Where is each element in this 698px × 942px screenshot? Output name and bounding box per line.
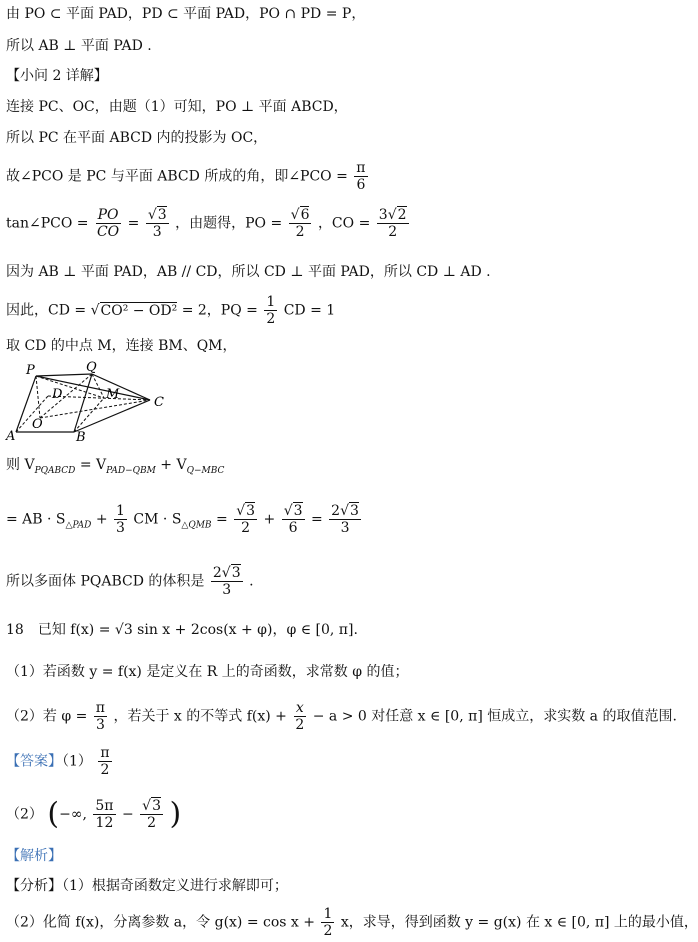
answer-line: （2） (−∞, $\frac{5\pi}{12}$ − $\frac{√3}{2}$ ) <box>6 796 182 832</box>
fraction: $\frac{5\pi}{12}$ <box>95 798 114 831</box>
analysis-line: 【分析】（1）根据奇函数定义进行求解即可； <box>6 878 288 894</box>
fraction: $\frac{1}{2}$ <box>323 906 333 939</box>
answer-line: 【答案】（1） $\frac{\pi}{2}$ <box>6 745 110 778</box>
text-line: 取 CD 的中点 M，连接 BM、QM， <box>6 338 237 354</box>
fraction: $\frac{1}{3}$ <box>116 503 125 536</box>
fraction: $\frac{x}{2}$ <box>295 700 305 733</box>
text-line: = AB · $S_{\triangle PAD}$ + $\frac{1}{3}$ CM · $S_{\triangle QMB}$ = $\frac{√3}{2}$ + $\frac{√3}{6}$ = $\frac{2√3}{3}$ <box>6 503 359 536</box>
text-line: 因此，CD = √CO² − OD² = 2，PQ = $\frac{1}{2}$ CD = 1 <box>6 294 336 327</box>
sub-question: （2）若 φ = $\frac{\pi}{3}$ ，若关于 x 的不等式 f(x) + $\frac{x}{2}$ − a > 0 对任意 x ∈ [0, π] 恒成立，求实数 a 的取值范围. <box>6 700 677 733</box>
section-heading: 【小问 2 详解】 <box>6 68 108 84</box>
question-stem: 18 已知 f(x) = √3 sin x + 2cos(x + φ)，φ ∈ [0, π]. <box>6 622 358 638</box>
sub-question: （1）若函数 y = f(x) 是定义在 R 上的奇函数，求常数 φ 的值； <box>6 664 409 680</box>
text-line: 则 $V_{PQABCD} = V_{PAD-QBM} + V_{Q-MBC}$ <box>6 457 225 476</box>
fraction: $\frac{\pi}{6}$ <box>356 160 366 193</box>
analysis-heading: 【解析】 <box>6 848 62 864</box>
fraction: $\frac{\pi}{3}$ <box>95 700 105 733</box>
text-line: 由 PO ⊂ 平面 PAD，PD ⊂ 平面 PAD，PO ∩ PD = P， <box>6 6 366 22</box>
vertex-label: A <box>6 429 16 444</box>
fraction: $\frac{\pi}{2}$ <box>100 745 110 778</box>
vertex-label: Q <box>86 360 97 375</box>
fraction: $\frac{√6}{2}$ <box>290 207 310 240</box>
text-line: 所以 PC 在平面 ABCD 内的投影为 OC， <box>6 130 268 146</box>
vertex-label: P <box>26 363 35 378</box>
fraction: $\frac{√3}{2}$ <box>142 798 161 831</box>
answer-label: 【答案】 <box>6 753 62 770</box>
fraction: $\frac{√3}{2}$ <box>236 503 256 536</box>
vertex-label: C <box>154 395 164 410</box>
vertex-label: M <box>106 387 120 402</box>
fraction: $\frac{1}{2}$ <box>266 294 276 327</box>
fraction: $\frac{PO}{CO}$ <box>96 207 120 240</box>
fraction: $\frac{2√3}{3}$ <box>331 503 359 536</box>
text-line: 所以 AB ⊥ 平面 PAD . <box>6 38 152 54</box>
fraction: $\frac{2√3}{3}$ <box>212 565 241 598</box>
analysis-line: （2）化简 f(x)，分离参数 a，令 g(x) = cos x + $\frac{1}{2}$ x，求导，得到函数 y = g(x) 在 x ∈ [0, π] 上的最小值， <box>6 906 698 939</box>
text-line: 连接 PC、OC，由题（1）可知，PO ⊥ 平面 ABCD， <box>6 99 348 115</box>
text-line: 故∠PCO 是 PC 与平面 ABCD 所成的角，即∠PCO = $\frac{\pi}{6}$ <box>6 160 366 193</box>
fraction: $\frac{√3}{6}$ <box>283 503 303 536</box>
fraction: $\frac{√3}{3}$ <box>147 207 167 240</box>
vertex-label: B <box>76 430 86 445</box>
text-line: 所以多面体 PQABCD 的体积是 $\frac{2√3}{3}$ . <box>6 565 254 598</box>
vertex-label: D <box>52 387 63 402</box>
text-line: 因为 AB ⊥ 平面 PAD，AB // CD，所以 CD ⊥ 平面 PAD，所以 CD ⊥ AD . <box>6 264 491 280</box>
polyhedron-figure <box>4 362 174 444</box>
fraction: $\frac{3√2}{2}$ <box>378 207 407 240</box>
vertex-label: O <box>32 417 43 432</box>
text-line: tan∠PCO = $\frac{PO}{CO}$ = $\frac{√3}{3}$ ，由题得，PO = $\frac{√6}{2}$ ，CO = $\frac{3√2}{2}$ <box>6 207 407 240</box>
